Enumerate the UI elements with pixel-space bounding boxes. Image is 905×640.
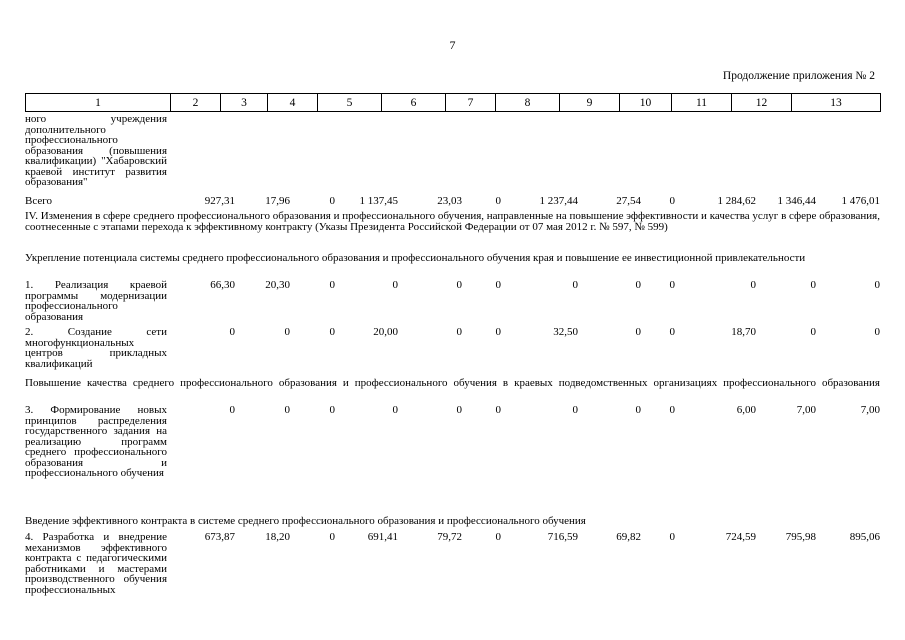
cell-value: 32,50: [553, 326, 578, 338]
cell-value: 0: [669, 531, 675, 543]
cell-value: 20,00: [373, 326, 398, 338]
column-header: 2: [171, 94, 221, 112]
column-header-table: [25, 93, 881, 112]
row-name: 2. Создание сети многофункциональных центров прикладных квалификаций: [25, 326, 167, 370]
row-name: ного учреждения дополнительного профессионального образования (повышения квалификации) "Хабаровский краевой институт развития образования": [25, 113, 167, 188]
cell-value: 1 346,44: [777, 195, 816, 207]
cell-value: 0: [284, 404, 290, 416]
cell-value: 6,00: [736, 404, 756, 416]
cell-value: 0: [635, 326, 641, 338]
cell-value: 0: [229, 326, 235, 338]
cell-value: 0: [392, 404, 398, 416]
cell-value: 716,59: [547, 531, 578, 543]
subheading-quality: Повышение качества среднего профессионального образования и профессионального обучения в краевых подведомственных организациях профессионального образования: [25, 377, 880, 389]
cell-value: 17,96: [265, 195, 290, 207]
cell-value: 20,30: [265, 279, 290, 291]
cell-value: 0: [874, 279, 880, 291]
cell-value: 27,54: [616, 195, 641, 207]
column-header: 6: [382, 94, 446, 112]
cell-value: 23,03: [437, 195, 462, 207]
cell-value: 0: [456, 279, 462, 291]
cell-value: 1 137,45: [359, 195, 398, 207]
cell-value: 0: [229, 404, 235, 416]
cell-value: 0: [810, 279, 816, 291]
column-header: 8: [496, 94, 560, 112]
cell-value: 0: [669, 326, 675, 338]
cell-value: 927,31: [204, 195, 235, 207]
cell-value: 7,00: [796, 404, 816, 416]
subheading-contract: Введение эффективного контракта в системе среднего профессионального образования и профессионального обучения: [25, 515, 586, 527]
column-header: 9: [560, 94, 620, 112]
column-header: 1: [26, 94, 171, 112]
cell-value: 18,20: [265, 531, 290, 543]
cell-value: 795,98: [785, 531, 816, 543]
cell-value: 69,82: [616, 531, 641, 543]
page-number: 7: [449, 38, 456, 52]
cell-value: 0: [669, 404, 675, 416]
cell-value: 0: [572, 279, 578, 291]
column-header: 11: [672, 94, 732, 112]
row-name: 3. Формирование новых принципов распределения государственного задания на реализацию программ среднего профессионального образования и профессионального обучения: [25, 404, 167, 479]
cell-value: 0: [810, 326, 816, 338]
row-name: 1. Реализация краевой программы модернизации профессионального образования: [25, 279, 167, 323]
cell-value: 0: [329, 195, 335, 207]
cell-value: 724,59: [725, 531, 756, 543]
appendix-note: Продолжение приложения № 2: [722, 70, 875, 82]
cell-value: 1 476,01: [841, 195, 880, 207]
cell-value: 0: [495, 404, 501, 416]
cell-value: 895,06: [849, 531, 880, 543]
cell-value: 1 237,44: [539, 195, 578, 207]
column-header: 4: [268, 94, 318, 112]
column-header: 5: [318, 94, 382, 112]
cell-value: 0: [329, 531, 335, 543]
column-header: 12: [732, 94, 792, 112]
cell-value: 0: [284, 326, 290, 338]
cell-value: 79,72: [437, 531, 462, 543]
cell-value: 0: [495, 279, 501, 291]
cell-value: 0: [572, 404, 578, 416]
cell-value: 7,00: [860, 404, 880, 416]
cell-value: 66,30: [210, 279, 235, 291]
row-name: Всего: [25, 195, 52, 207]
cell-value: 673,87: [204, 531, 235, 543]
column-header: 10: [620, 94, 672, 112]
cell-value: 0: [329, 326, 335, 338]
subheading-potential: Укрепление потенциала системы среднего профессионального образования и профессионального обучения края и повышение ее инвестиционной привлекательности: [25, 252, 806, 264]
cell-value: 0: [456, 404, 462, 416]
column-header: 7: [446, 94, 496, 112]
cell-value: 0: [669, 279, 675, 291]
cell-value: 0: [329, 279, 335, 291]
cell-value: 1 284,62: [717, 195, 756, 207]
cell-value: 0: [874, 326, 880, 338]
cell-value: 0: [456, 326, 462, 338]
row-name: 4. Разработка и внедрение механизмов эффективного контракта с педагогическими работниками и мастерами производственного обучения профессиональных: [25, 531, 167, 596]
cell-value: 0: [635, 404, 641, 416]
cell-value: 0: [750, 279, 756, 291]
column-header: 3: [221, 94, 268, 112]
cell-value: 0: [495, 326, 501, 338]
cell-value: 0: [669, 195, 675, 207]
section-heading-iv: IV. Изменения в сфере среднего профессионального образования и профессионального обучения, направленные на повышение эффективности и качества услуг в сфере образования, соотнесенные с этапами перехода к эффективному контракту (Указы Президента Российской Федерации от 07 мая 2012 г. № 597, № 599): [25, 210, 880, 233]
column-header: 13: [792, 94, 881, 112]
cell-value: 0: [635, 279, 641, 291]
cell-value: 18,70: [731, 326, 756, 338]
cell-value: 0: [495, 531, 501, 543]
cell-value: 0: [495, 195, 501, 207]
cell-value: 0: [392, 279, 398, 291]
cell-value: 691,41: [367, 531, 398, 543]
cell-value: 0: [329, 404, 335, 416]
